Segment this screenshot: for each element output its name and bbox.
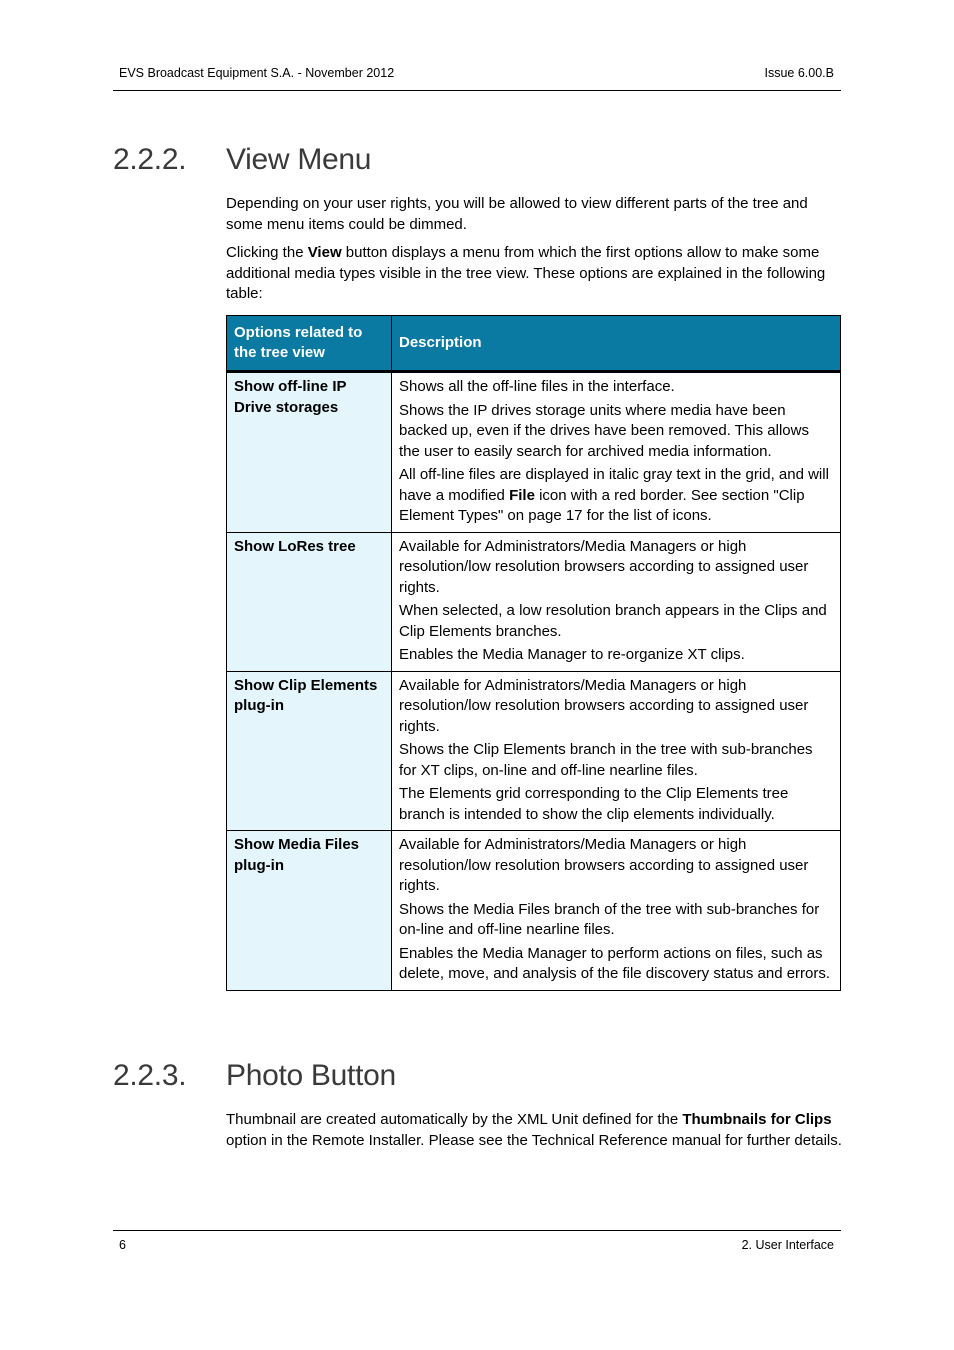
header-options: Options related to the tree view	[227, 316, 392, 372]
section-number: 2.2.3.	[113, 1059, 187, 1092]
table-row	[227, 532, 841, 671]
view-button-label: View	[307, 244, 342, 261]
table-header-row	[227, 316, 841, 372]
option-description: Available for Administrators/Media Managers or high resolution/low resolution browsers according to assigned user rights. When selected, a low resolution branch appears in the Clips and Clip Elements branches. Enables the Media Manager to re-organize XT clips.	[392, 532, 841, 671]
option-name: Show LoRes tree	[227, 532, 392, 671]
page-header	[113, 64, 841, 91]
section-title: View Menu	[226, 143, 372, 176]
page-footer	[113, 1230, 841, 1252]
option-description: Available for Administrators/Media Managers or high resolution/low resolution browsers according to assigned user rights. Shows the Clip Elements branch in the tree with sub-branches for XT clips, on-line and off-line nearline files. The Elements grid corresponding to the Clip Elements tree branch is intended to show the clip elements individually.	[392, 671, 841, 831]
header-publisher: EVS Broadcast Equipment S.A. - November 2012	[119, 66, 395, 80]
section-number: 2.2.2.	[113, 143, 187, 176]
page-number: 6	[119, 1238, 126, 1252]
table-row	[227, 671, 841, 831]
option-name: Show Clip Elements plug-in	[227, 671, 392, 831]
photo-paragraph: Thumbnail are created automatically by the XML Unit defined for the Thumbnails for Clips option in the Remote Installer. Please see the Technical Reference manual for further details.	[226, 1111, 842, 1149]
section-title: Photo Button	[226, 1059, 396, 1092]
view-options-table	[226, 315, 841, 991]
header-issue: Issue 6.00.B	[764, 66, 834, 80]
table-row	[227, 831, 841, 991]
chapter-name: 2. User Interface	[741, 1238, 834, 1252]
header-description: Description	[392, 316, 841, 372]
option-name: Show off-line IP Drive storages	[227, 372, 392, 533]
view-button-paragraph: Clicking the View button displays a menu from which the first options allow to make some additional media types visible in the tree view. These options are explained in the following table:	[226, 244, 826, 302]
option-description: Shows all the off-line files in the interface. Shows the IP drives storage units where media have been backed up, even if the drives have been removed. This allows the user to easily search for archived media information. All off-line files are displayed in italic gray text in the grid, and will have a modified File icon with a red border. See section "Clip Element Types" on page 17 for the list of icons.	[392, 372, 841, 533]
option-name: Show Media Files plug-in	[227, 831, 392, 991]
thumbnails-option-label: Thumbnails for Clips	[682, 1111, 832, 1128]
option-description: Available for Administrators/Media Managers or high resolution/low resolution browsers according to assigned user rights. Shows the Media Files branch of the tree with sub-branches for on-line and off-line nearline files. Enables the Media Manager to perform actions on files, such as delete, move, and analysis of the file discovery status and errors.	[392, 831, 841, 991]
table-row	[227, 372, 841, 533]
view-intro-paragraph: Depending on your user rights, you will be allowed to view different parts of the tree and some menu items could be dimmed.	[226, 195, 808, 233]
